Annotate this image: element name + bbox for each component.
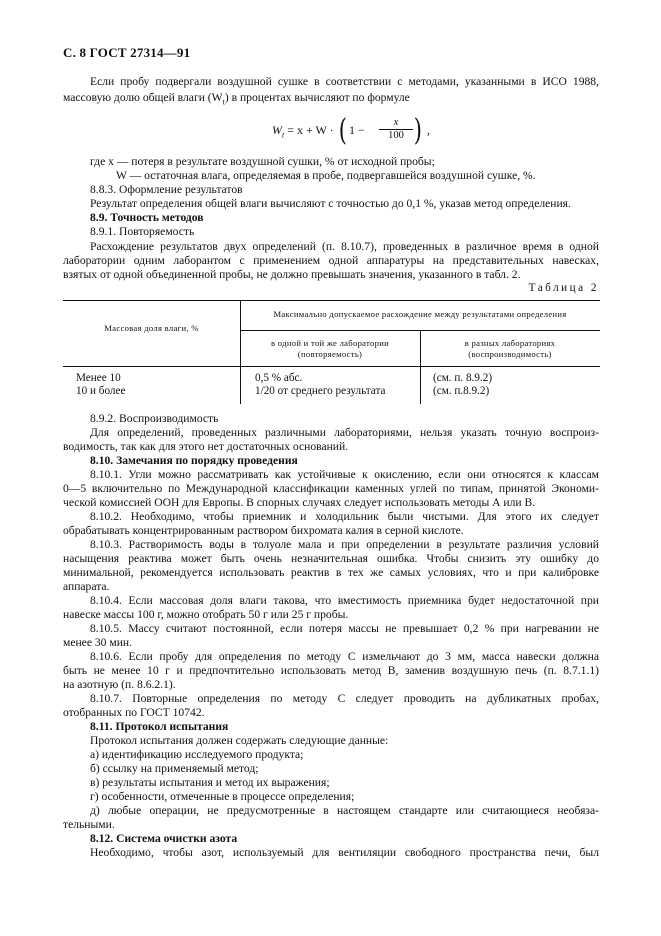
paragraph-line: аппарата. (63, 580, 110, 593)
paragraph-line: 8.10.5. Массу считают постоянной, если потеря массы не превышает 0,2 % при нагревании не (90, 622, 599, 635)
list-item: д) любые операции, не предусмотренные в настоящем стандарте или считающиеся необяза- (90, 804, 599, 817)
paragraph-line: на азотную (п. 8.6.2.1). (63, 678, 176, 691)
paragraph-line: водимость, так как для этого нет достаточных оснований. (63, 440, 349, 453)
paragraph-line: лаборатории одним лаборантом с применением одной аппаратуры на представительных навесках, (63, 254, 599, 267)
paragraph-line: минимальной, рекомендуется использовать реактив в тех же самых условиях, что и при калибровке (63, 566, 599, 579)
section-title: 8.8.3. Оформление результатов (90, 183, 243, 196)
table-cell: 0,5 % абс. (255, 372, 303, 384)
paragraph-line: навеске массы 100 г, можно отобрать 50 г или 25 г пробы. (63, 608, 349, 621)
where-line: где x — потеря в результате воздушной сушки, % от исходной пробы; (90, 155, 435, 168)
table-cell: (см. п.8.9.2) (433, 385, 490, 397)
subsection-title: 8.9.1. Повторяемость (90, 225, 195, 238)
section-heading: 8.11. Протокол испытания (90, 720, 229, 733)
paragraph-line: ческой комиссией ООН для Европы. В спорных случаях следует использовать методы А или В. (63, 496, 536, 509)
paragraph-line: взятых от одной объединенной пробы, не должно превышать значения, указанного в табл. 2. (63, 268, 521, 281)
where-line: W — остаточная влага, определяемая в пробе, подвергавшейся воздушной сушке, %. (116, 169, 536, 182)
list-item: а) идентификацию исследуемого продукта; (90, 748, 304, 761)
page-header: С. 8 ГОСТ 27314—91 (63, 45, 191, 60)
paragraph-line: массовую долю общей влаги $(W_t)$ в процентах вычисляют по формуле (63, 91, 410, 107)
list-item: б) ссылку на применяемый метод; (90, 762, 259, 775)
paragraph-line: отобранных по ГОСТ 10742. (63, 706, 205, 719)
paragraph-line: насыщения реактива может быть очень незначительная ошибка. Чтобы снизить эту ошибку до (63, 552, 599, 565)
column-group-header: Максимально допускаемое расхождение между результатами определения (273, 309, 567, 319)
paragraph-line: обрабатывать концентрированным раствором бихромата калия в серной кислоте. (63, 524, 464, 537)
paragraph-line: Расхождение результатов двух определений (п. 8.10.7), проведенных в различное время в одной (90, 240, 599, 253)
paragraph-line: 8.10.2. Необходимо, чтобы приемник и холодильник были чистыми. Для этого их следует (90, 510, 599, 523)
paragraph-line: 8.10.1. Угли можно рассматривать как устойчивые к окислению, если они относятся к классам (90, 468, 599, 481)
formula-fraction: $\frac{x}{100}$ (379, 117, 413, 142)
paragraph-line: 8.10.6. Если пробу для определения по методу С измельчают до 3 мм, масса навески должна (90, 650, 599, 663)
list-item: тельными. (63, 818, 115, 831)
subsection-title: 8.9.2. Воспроизводимость (90, 412, 219, 425)
list-item: в) результаты испытания и метод их выражения; (90, 776, 330, 789)
section-heading: 8.10. Замечания по порядку проведения (90, 454, 298, 467)
paragraph-line: 0—5 включительно по Международной классификации каменных углей по типам, принятой Экономи- (63, 482, 599, 495)
section-heading: 8.9. Точность методов (90, 211, 204, 224)
section-heading: 8.12. Система очистки азота (90, 832, 238, 845)
list-item: г) особенности, отмеченные в процессе определения; (90, 790, 355, 803)
paragraph-line: Протокол испытания должен содержать следующие данные: (90, 734, 389, 747)
table-title: Таблица 2 (528, 282, 599, 294)
paragraph-line: 8.10.3. Растворимость воды в толуоле мала и при определении в результате различия условий (90, 538, 599, 551)
paragraph-line: 8.10.7. Повторные определения по методу С следует проводить на дубликатных пробах, (90, 692, 599, 705)
paragraph-line: быть не менее 10 г и предпочтительно использовать метод В, заменив воздушную печь (п. 8.7.1.1) (63, 664, 599, 677)
table-cell: 10 и более (76, 385, 126, 397)
table-cell: Менее 10 (76, 372, 121, 384)
document-page: С. 8 ГОСТ 27314—91 Если пробу подвергали воздушной сушке в соответствии с методами, указанными в ИСО 1988, массовую долю общей влаги $(W_t)$ в процентах вычисляют по формуле $W_t = x + W$ · ( 1 − $\frac{x}{100}$ ) , где x — потеря в результате воздушной сушки, % от исходной пробы; W — остаточная влага, определяемая в пробе, подвергавшейся воздушной сушке, %. 8.8.3. Оформление результатов Результат определения общей влаги вычисляют с точностью до 0,1 %, указав метод определения. 8.9. Точность методов 8.9.1. Повторяемость Расхождение результатов двух определений (п. 8.10.7), проведенных в различное время в одной лаборатории одним лаборантом с применением одной аппаратуры на представительных навесках, взятых от одной объединенной пробы, не должно превышать значения, указанного в табл. 2. Таблица 2 Массовая доля влаги, % Максимально допускаемое расхождение между результатами определения в одной и той же лаборатории (повторяемость) в разных лабораториях (воспроизводимость) Менее 10 0,5 % абс. (см. п. 8.9.2) 10 и более 1/20 от среднего результата (см. п.8.9.2) 8.9.2. Воспроизводимость Для определений, проведенных различными лабораториями, нельзя указать точную воспроиз- водимость, так как для этого нет достаточных оснований. 8.10. Замечания по порядку проведения 8.10.1. Угли можно рассматривать как устойчивые к окислению, если они относятся к классам 0—5 включительно по Международной классификации каменных углей по типам, принятой Экономи- ческой комиссией ООН для Европы. В спорных случаях следует использовать методы А или В. 8.10.2. Необходимо, чтобы приемник и холодильник были чистыми. Для этого их следует обрабатывать концентрированным раствором бихромата калия в серной кислоте. 8.10.3. Растворимость воды в толуоле мала и при определении в результате различия условий насыщения реактива может быть очень незначительная ошибка. Чтобы снизить эту ошибку до минимальной, рекомендуется использовать реактив в тех же самых условиях, что и при калибровке аппарата. 8.10.4. Если массовая доля влаги такова, что вместимость приемника будет недостаточной при навеске массы 100 г, можно отобрать 50 г или 25 г пробы. 8.10.5. Массу считают постоянной, если потеря массы не превышает 0,2 % при нагревании не менее 30 мин. 8.10.6. Если пробу для определения по методу С измельчают до 3 мм, масса навески должна быть не менее 10 г и предпочтительно использовать метод В, заменив воздушную печь (п. 8.7.1.1) на азотную (п. 8.6.2.1). 8.10.7. Повторные определения по методу С следует проводить на дубликатных пробах, отобранных по ГОСТ 10742. 8.11. Протокол испытания Протокол испытания должен содержать следующие данные: а) идентификацию исследуемого продукта; б) ссылку на применяемый метод; в) результаты испытания и метод их выражения; г) особенности, отмеченные в процессе определения; д) любые операции, не предусмотренные в настоящем стандарте или считающиеся необяза- тельными. 8.12. Система очистки азота Необходимо, чтобы азот, используемый для вентиляции свободного пространства печи, был (63, 45, 599, 859)
table-cell: 1/20 от среднего результата (255, 385, 386, 397)
paragraph-line: менее 30 мин. (63, 636, 133, 649)
table-cell: (см. п. 8.9.2) (433, 372, 493, 384)
paragraph-line: Результат определения общей влаги вычисляют с точностью до 0,1 %, указав метод определения. (90, 197, 571, 210)
paragraph-line: Для определений, проведенных различными лабораториями, нельзя указать точную воспроиз- (90, 426, 599, 439)
column-header: Массовая доля влаги, % (104, 323, 199, 333)
column-header: в разных лабораториях (воспроизводимость) (464, 338, 556, 359)
paragraph-line: Если пробу подвергали воздушной сушке в соответствии с методами, указанными в ИСО 1988, (90, 75, 599, 88)
paragraph-line: Необходимо, чтобы азот, используемый для вентиляции свободного пространства печи, был (90, 846, 599, 859)
column-header: в одной и той же лаборатории (повторяемость) (271, 338, 389, 359)
paragraph-line: 8.10.4. Если массовая доля влаги такова, что вместимость приемника будет недостаточной при (90, 594, 599, 607)
